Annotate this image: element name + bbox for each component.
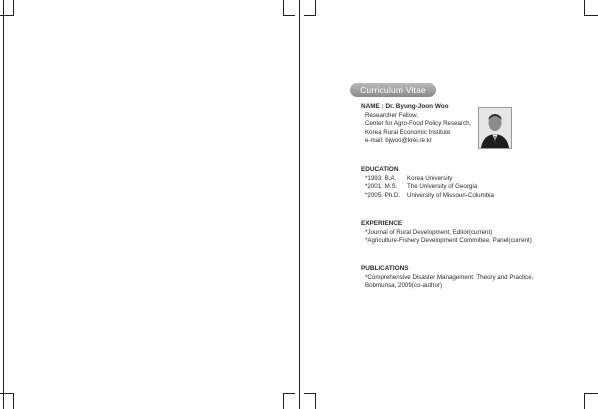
name-section: [361, 103, 471, 146]
page-left-edge: [3, 0, 4, 409]
name-line: NAME : Dr. Byung-Joon Woo: [361, 103, 449, 110]
education-degree: *2005: Ph.D.: [365, 191, 401, 199]
cv-title-badge: Curriculum Vitae: [350, 83, 436, 97]
name-detail-position: Researcher Fellow,: [365, 111, 418, 119]
name-detail-institute: Korea Rural Economic Institute: [365, 128, 451, 136]
experience-heading: EXPERIENCE: [361, 220, 403, 227]
publications-heading: PUBLICATIONS: [361, 265, 409, 272]
experience-item: *Journal of Rural Development, Editor(current): [365, 228, 493, 236]
education-degree: *1993: B.A.: [365, 174, 397, 182]
education-heading: EDUCATION: [361, 166, 399, 173]
page-spine: [299, 0, 300, 409]
education-section: [361, 166, 494, 200]
name-detail-center: Center for Agro-Food Policy Research,: [365, 120, 472, 128]
education-school: Korea University: [407, 174, 453, 182]
education-school: The University of Georgia: [407, 183, 478, 191]
education-row: [361, 175, 494, 184]
education-row: [361, 192, 494, 201]
experience-section: [361, 220, 532, 246]
education-school: University of Missouri-Columbia: [407, 191, 494, 199]
portrait-photo-icon: [478, 107, 512, 149]
publications-section: [361, 265, 555, 291]
publication-item: *Comprehensive Disaster Management: Theory and Practice, Bobmunsa, 2009(co-author): [365, 273, 534, 290]
name-detail-email: e-mail: bjwoo@krei.re.kr: [365, 137, 432, 145]
education-row: [361, 183, 494, 192]
experience-item: *Agriculture-Fishery Development Committee, Panel(current): [365, 237, 532, 245]
education-degree: *2001: M.S.: [365, 183, 398, 191]
